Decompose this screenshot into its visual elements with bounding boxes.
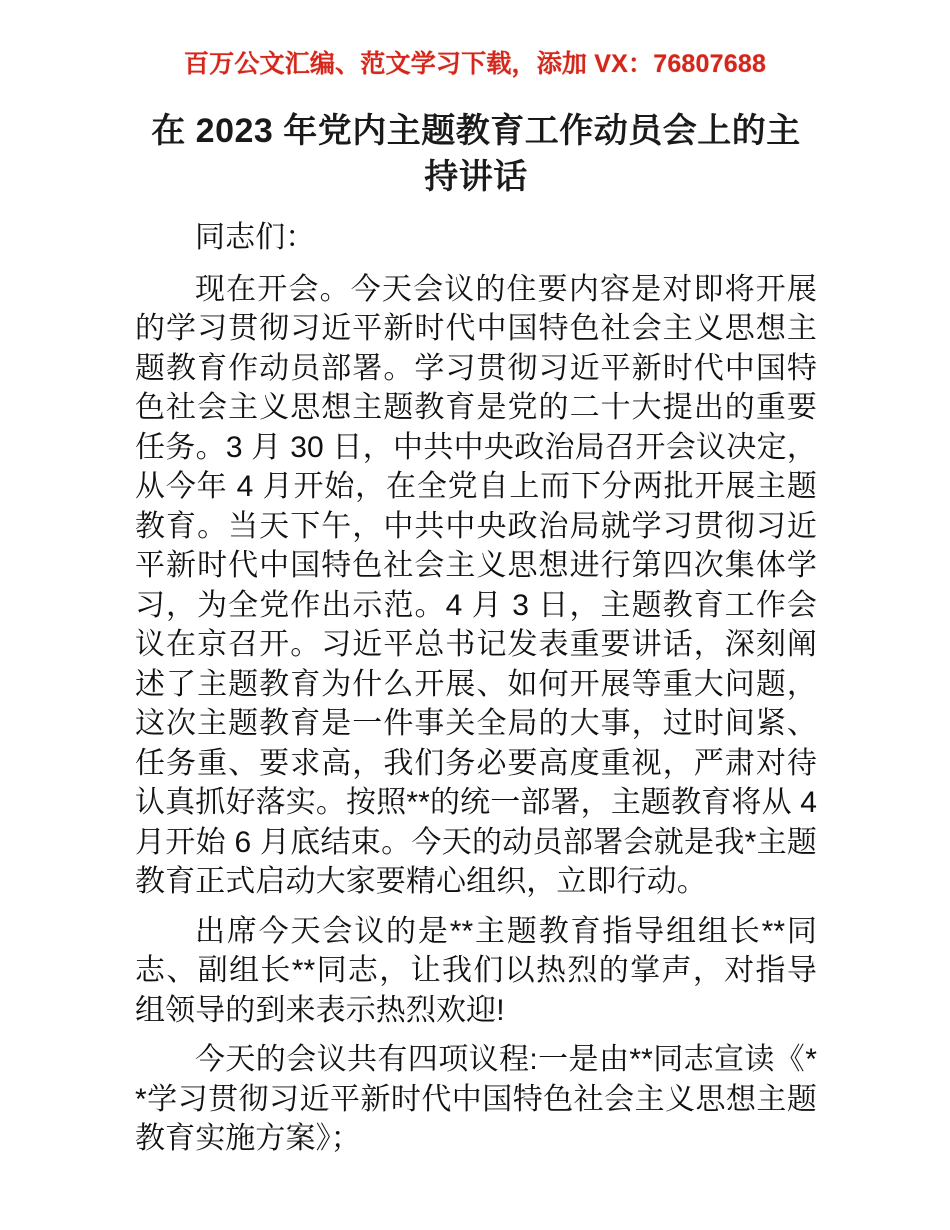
- salutation-line: 同志们：: [195, 221, 316, 254]
- document-title: 在 2023 年党内主题教育工作动员会上的主持讲话: [151, 112, 801, 196]
- body-paragraph-3: 今天的会议共有四项议程:一是由**同志宣读《**学习贯彻习近平新时代中国特色社会主义思想主题教育实施方案》；: [135, 1043, 817, 1155]
- promo-header-banner: 百万公文汇编、范文学习下载，添加 VX：76807688: [183, 50, 767, 78]
- body-paragraph-2: 出席今天会议的是**主题教育指导组组长**同志、副组长**同志，让我们以热烈的掌声，对指导组领导的到来表示热烈欢迎!: [135, 914, 817, 1027]
- body-paragraph-1: 现在开会。今天会议的住要内容是对即将开展的学习贯彻习近平新时代中国特色社会主义思想主题教育作动员部署。学习贯彻习近平新时代中国特色社会主义思想主题教育是党的二十大提出的重要任务。3 月 30 日，中共中央政治局召开会议决定，从今年 4 月开始，在全党自上而下分两批开展主题教育。当天下午，中共中央政治局就学习贯彻习近平新时代中国特色社会主义思想进行第四次集体学习，为全党作出示范。4 月 3 日，主题教育工作会议在京召开。习近平总书记发表重要讲话，深刻阐述了主题教育为什么开展、如何开展等重大问题，这次主题教育是一件事关全局的大事，过时间紧、任务重、要求高，我们务必要高度重视，严肃对待认真抓好落实。按照**的统一部署，主题教育将从 4 月开始 6 月底结束。今天的动员部署会就是我*主题教育正式启动大家要精心组织，立即行动。: [135, 272, 817, 898]
- document-content: [135, 108, 817, 1159]
